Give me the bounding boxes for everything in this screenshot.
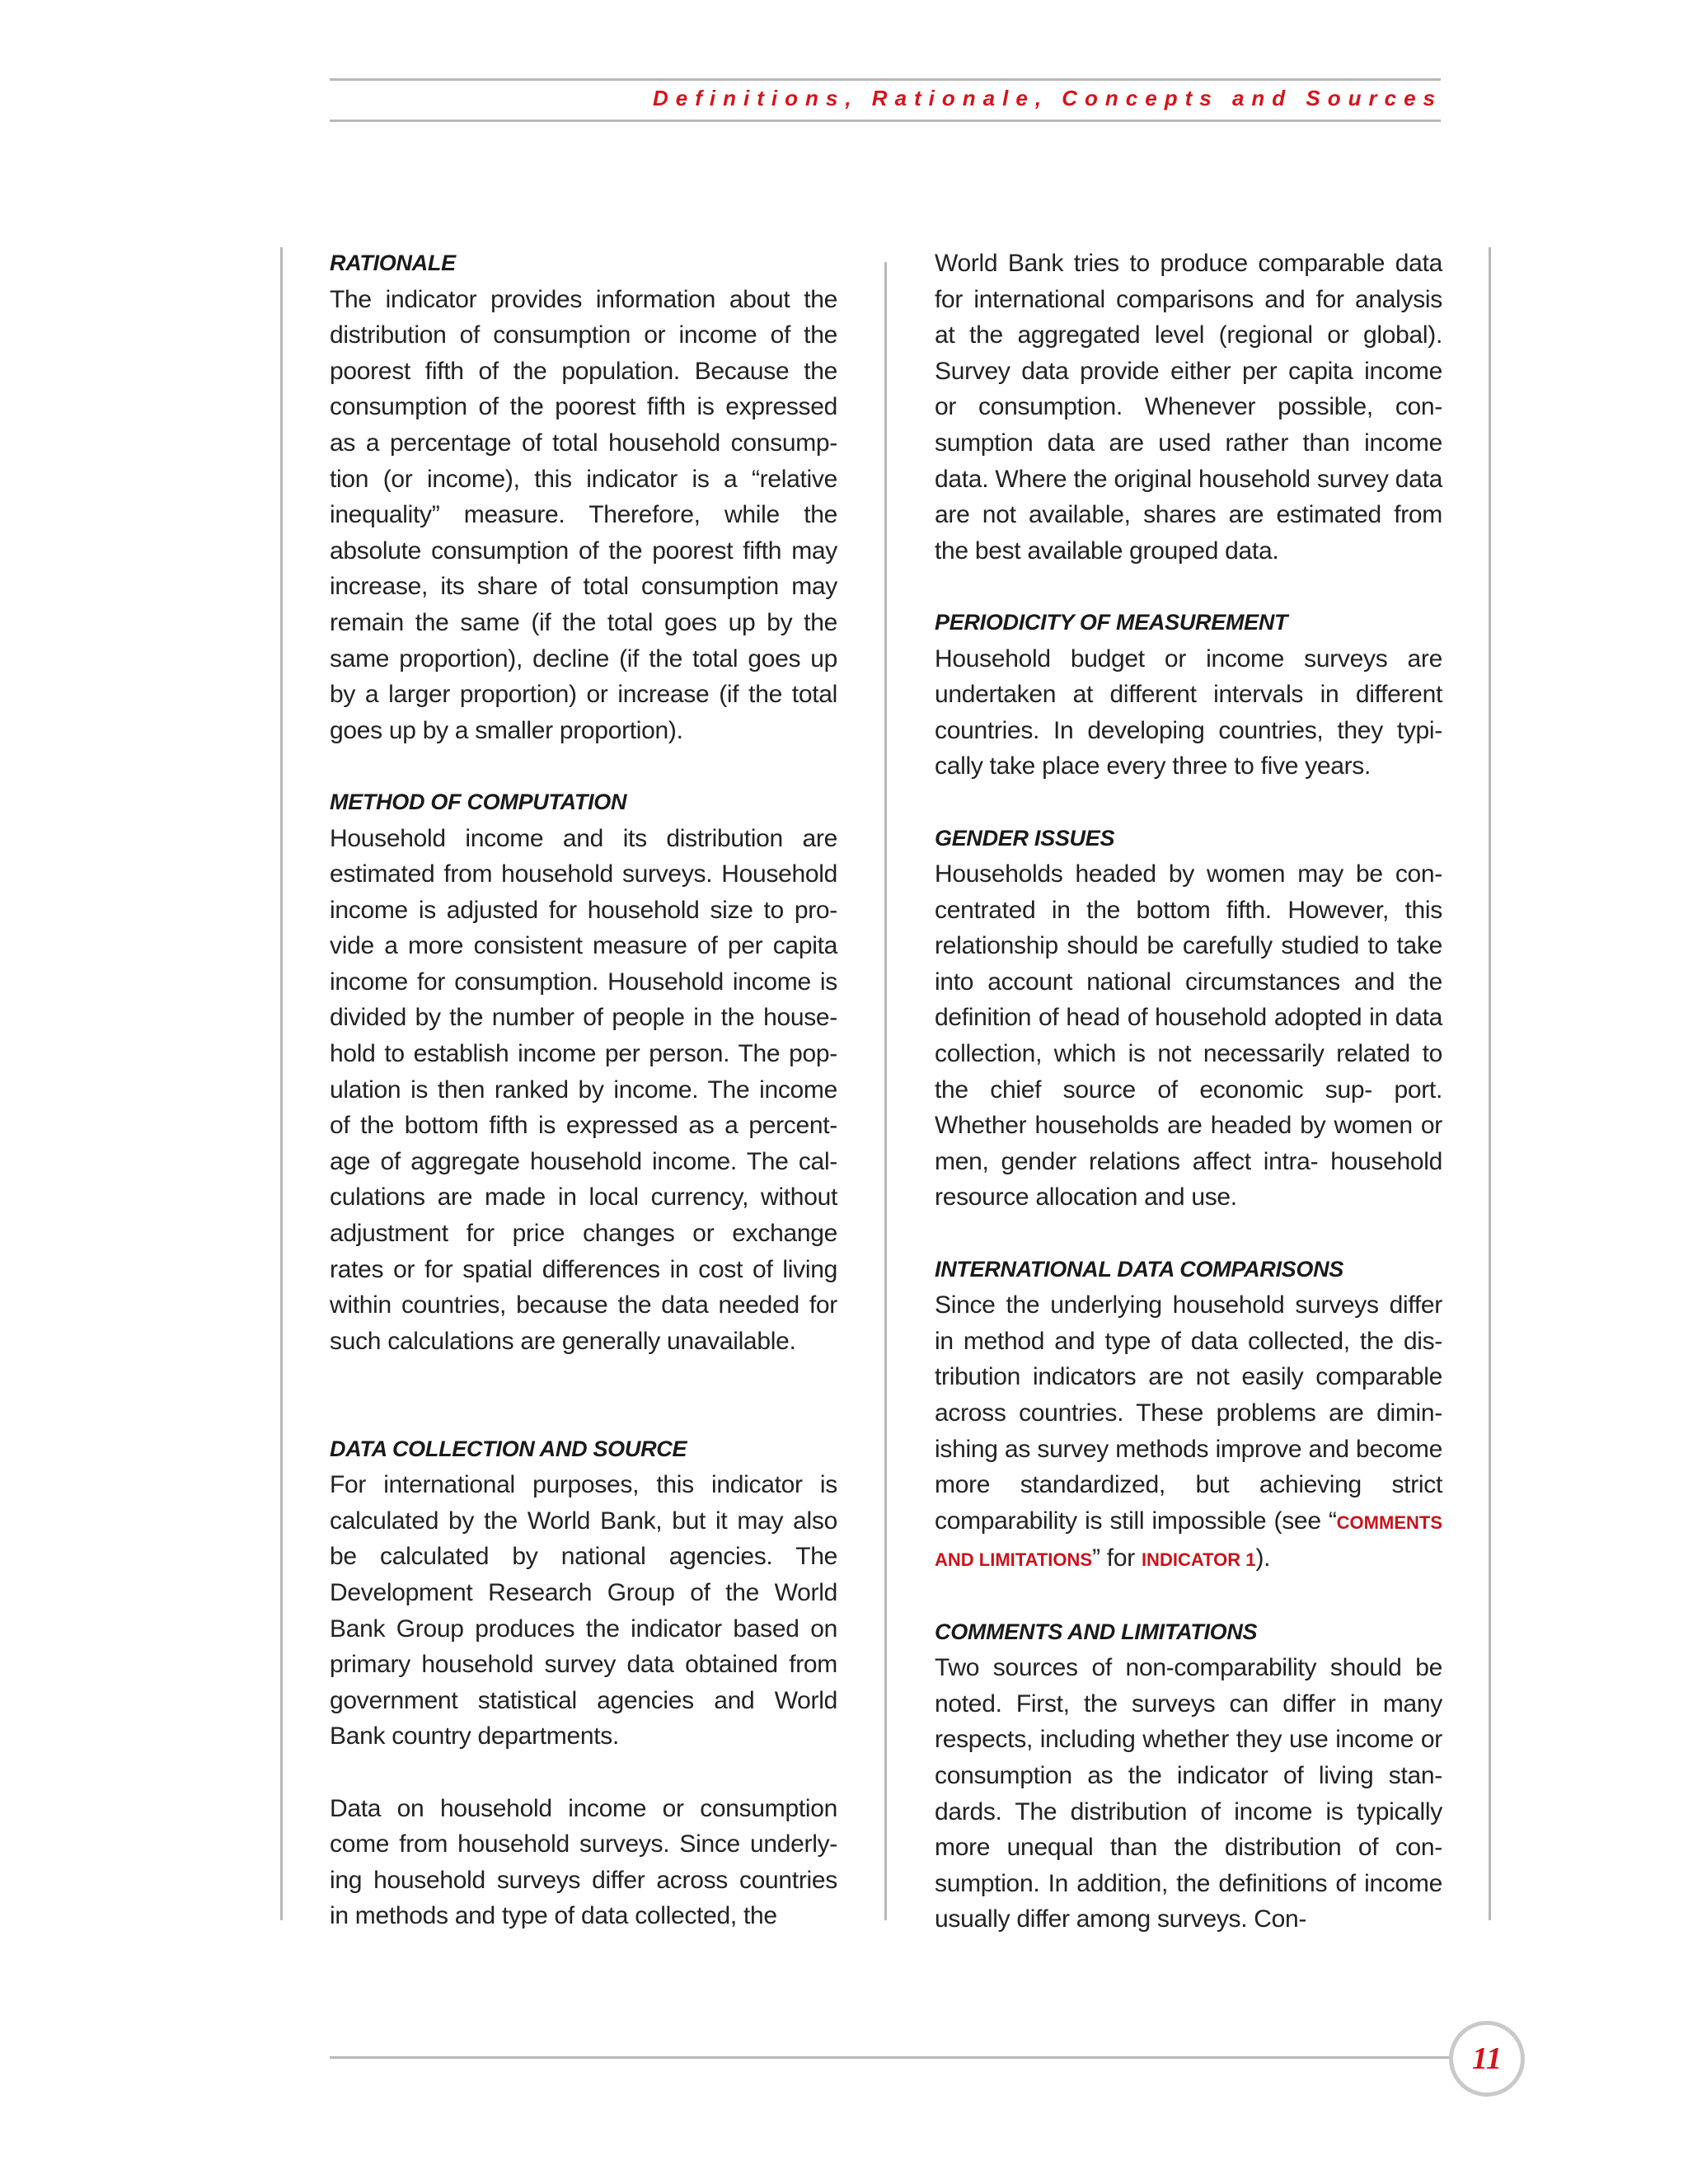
footer-rule	[330, 2056, 1451, 2059]
section-international-comparisons	[935, 1252, 1442, 1578]
running-header: Definitions, Rationale, Concepts and Sources	[653, 86, 1442, 110]
right-column	[935, 246, 1442, 1938]
gender-text: Households headed by women may be con- centrated in the bottom fifth. However, this relationship should be carefully studied to take into account national circumstances and the definition of head of household adopted in data collection, which is not necessarily related to the chief source of economic sup- port. Whether households are headed by women or men, gender relations affect intra- household resource allocation and use.	[935, 860, 1442, 1212]
section-data-collection	[330, 1432, 837, 1934]
comments-text: Two sources of non-comparability should be noted. First, the surveys can differ in many respects, including whether they use income or consumption as the indicator of living stan- dards. The distribution of income is typically more unequal than the distribution of con- sumption. In addition, the definitions of income usually differ among surveys. Con-	[935, 1654, 1442, 1933]
indicator-1-link[interactable]: INDICATOR 1	[1141, 1549, 1256, 1571]
heading-periodicity: PERIODICITY OF MEASUREMENT	[935, 609, 1288, 635]
heading-comments-limitations: COMMENTS AND LIMITATIONS	[935, 1619, 1258, 1644]
international-text-mid: ” for	[1092, 1544, 1142, 1572]
center-column-divider	[884, 262, 887, 1920]
method-text: Household income and its distribution are estimated from household surveys. Household income is adjusted for household size to pro- vide a more consistent measure of per capita income for consumption. Household income is divided by the number of people in the house- hold to establish income per person. The pop- ulation is then ranked by income. The income of the bottom fifth is expressed as a percent- age of aggregate household income. The cal- culations are made in local currency, without adjustment for price changes or exchange rates or for spatial differences in cost of living within countries, because the data needed for such calculations are generally unavailable.	[330, 824, 837, 1355]
section-gender-issues	[935, 821, 1442, 1216]
data-collection-text-2: Data on household income or consumption come from household surveys. Since underly- ing household surveys differ across countries in methods and type of data collected, the	[330, 1794, 837, 1930]
section-method-of-computation	[330, 785, 837, 1360]
heading-data-collection: DATA COLLECTION AND SOURCE	[330, 1436, 687, 1461]
comments-limitations-link[interactable]: COMMENTS AND LIMITATIONS	[935, 1511, 1442, 1571]
heading-international-comparisons: INTERNATIONAL DATA COMPARISONS	[935, 1256, 1343, 1282]
rationale-text: The indicator provides information about the distribution of consumption or income of the poorest fifth of the population. Because the consumption of the poorest fifth is expressed as a percentage of total household consump- tion (or income), this indicator is a “relative inequality” measure. Therefore, while the absolute consumption of the poorest fifth may increase, its share of total consumption may remain the same (if the total goes up by the same proportion), decline (if the total goes up by a larger proportion) or increase (if the total goes up by a smaller proportion).	[330, 285, 837, 744]
page-number: 11	[1472, 2041, 1502, 2076]
section-periodicity	[935, 605, 1442, 785]
heading-method-of-computation: METHOD OF COMPUTATION	[330, 789, 627, 814]
right-margin-rule	[1489, 247, 1491, 1920]
section-comments-limitations	[935, 1615, 1442, 1938]
left-column	[330, 246, 837, 1934]
heading-gender-issues: GENDER ISSUES	[935, 825, 1115, 851]
international-text	[935, 1287, 1442, 1578]
page-number-badge	[1449, 2021, 1525, 2097]
continuation-text: World Bank tries to produce comparable data for international comparisons and for analysis at the aggregated level (regional or global). Survey data provide either per capita income or consumption. Whenever possible, con- sumption data are used rather than income data. Where the original household survey data are not available, shares are estimated from the best available grouped data.	[935, 250, 1442, 565]
periodicity-text: Household budget or income surveys are undertaken at different intervals in different countries. In developing countries, they typi- cally take place every three to five years.	[935, 644, 1442, 780]
header-bottom-rule	[330, 120, 1441, 122]
international-text-after: ).	[1255, 1544, 1271, 1572]
international-text-before: Since the underlying household surveys differ in method and type of data collected, the dis- tribution indicators are not easily comparable across countries. These problems are dimin- ishing as survey methods improve and become more standardized, but achieving strict comparability is still impossible (see “	[935, 1291, 1442, 1535]
left-margin-rule	[280, 247, 283, 1920]
header-top-rule	[330, 78, 1441, 81]
heading-rationale: RATIONALE	[330, 251, 456, 275]
section-rationale	[330, 246, 837, 748]
data-collection-text-1: For international purposes, this indicator is calculated by the World Bank, but it may also be calculated by national agencies. The Development Research Group of the World Bank Group produces the indicator based on primary household survey data obtained from government statistical agencies and World Bank country departments.	[330, 1471, 837, 1750]
